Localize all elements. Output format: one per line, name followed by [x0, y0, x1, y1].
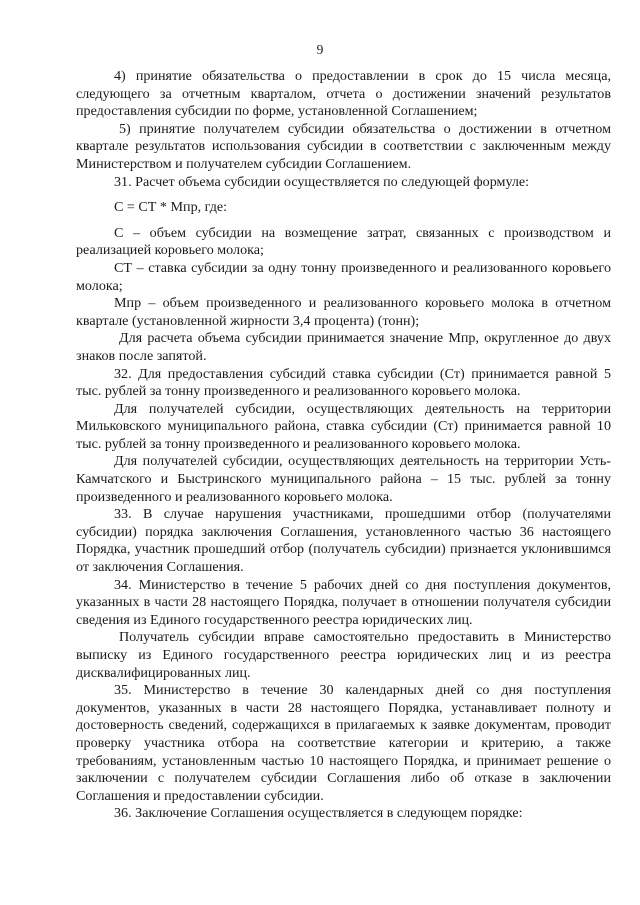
definition-c: С – объем субсидии на возмещение затрат, связанных с производством и реализацией коровьего молока; — [76, 224, 611, 259]
definition-st: СТ – ставка субсидии за одну тонну произведенного и реализованного коровьего молока; — [76, 259, 611, 294]
rounding-note: Для расчета объема субсидии принимается значение Мпр, округленное до двух знаков после запятой. — [76, 330, 611, 364]
paragraph-36: 36. Заключение Соглашения осуществляется в следующем порядке: — [114, 805, 523, 822]
paragraph-31: 31. Расчет объема субсидии осуществляется по следующей формуле: — [114, 173, 530, 190]
paragraph-item-4: 4) принятие обязательства о предоставлении в срок до 15 числа месяца, следующего за отчетным кварталом, отчета о достижении значений результатов предоставления субсидии по форме, установленной Соглашением; — [76, 68, 611, 120]
paragraph-35: 35. Министерство в течение 30 календарных дней со дня поступления документов, указанных в части 28 настоящего Порядка, устанавливает полноту и достоверность сведений, содержащихся в прилагаемых к заявке документам, проводит проверку участника отбора на соответствие категории и критерию, а также требованиям, установленным частью 10 настоящего Порядка, и принимает решение о заключении с получателем субсидии Соглашения либо об отказе в заключении Соглашения и предоставлении субсидии. — [76, 682, 611, 804]
paragraph-32: 32. Для предоставления субсидий ставка субсидии (Ст) принимается равной 5 тыс. рублей за тонну произведенного и реализованного коровьего молока. — [76, 365, 611, 400]
page-number: 9 — [316, 42, 324, 57]
formula: С = СТ * Мпр, где: — [114, 199, 228, 216]
recipient-extract-note: Получатель субсидии вправе самостоятельно предоставить в Министерство выписку из Единого государственного реестра юридических лиц и из реестра дисквалифицированных лиц. — [76, 629, 611, 681]
paragraph-item-5: 5) принятие получателем субсидии обязательства о достижении в отчетном квартале результатов использования субсидии в соответствии с заключенным между Министерством и получателем субсидии Соглашением. — [76, 120, 611, 172]
rate-milkovsky: Для получателей субсидии, осуществляющих деятельность на территории Мильковского муниципального района, ставка субсидии (Ст) принимается равной 10 тыс. рублей за тонну произведенного и реализованного коровьего молока. — [76, 400, 611, 452]
rate-ust-kamchatsky: Для получателей субсидии, осуществляющих деятельность на территории Усть-Камчатского и Быстринского муниципального района – 15 тыс. рублей за тонну произведенного и реализованного коровьего молока. — [76, 453, 611, 505]
paragraph-33: 33. В случае нарушения участниками, прошедшими отбор (получателями субсидии) порядка заключения Соглашения, установленного частью 36 настоящего Порядка, участник прошедший отбор (получатель субсидии) признается уклонившимся от заключения Соглашения. — [76, 506, 611, 576]
page-body — [76, 68, 611, 823]
definition-mpr: Мпр – объем произведенного и реализованного коровьего молока в отчетном квартале (установленной жирности 3,4 процента) (тонн); — [76, 295, 611, 329]
paragraph-34: 34. Министерство в течение 5 рабочих дней со дня поступления документов, указанных в части 28 настоящего Порядка, получает в отношении получателя субсидии сведения из Единого государственного реестра юридических лиц. — [76, 576, 611, 628]
